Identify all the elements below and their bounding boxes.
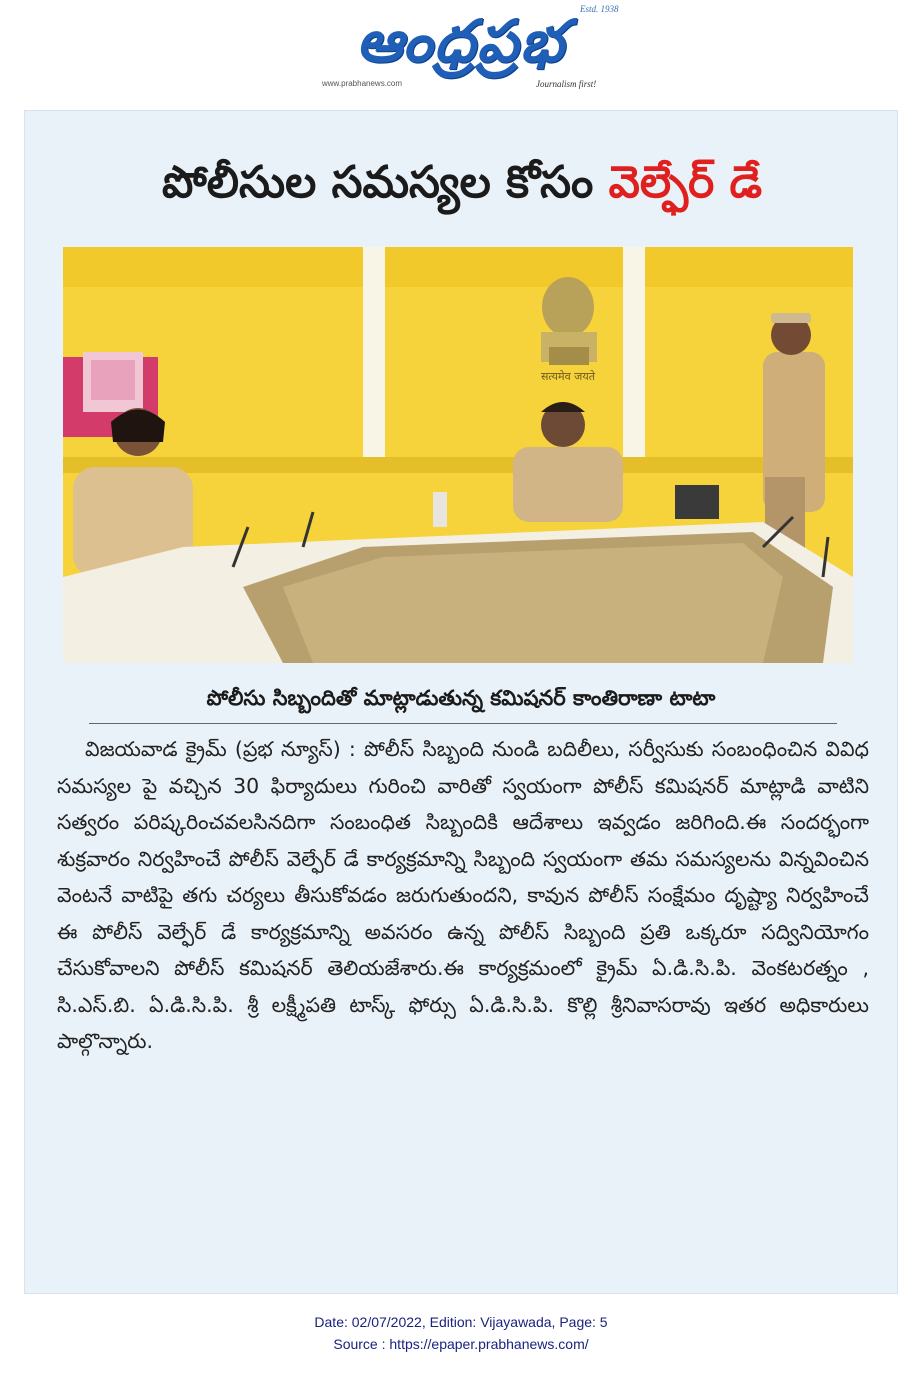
article-paragraph: విజయవాడ క్రైమ్ (ప్రభ న్యూస్) : పోలీస్ సిబ్బంది నుండి బదిలీలు, సర్వీసుకు సంబంధించిన వివిధ సమస్యల పై వచ్చిన 30 ఫిర్యాదులు గురించి వారితో స్వయంగా పోలీస్ కమిషనర్ మాట్లాడి వాటిని సత్వరం పరిష్కరించవలసినదిగా సంబంధిత సిబ్బందికి ఆదేశాలు ఇవ్వడం జరిగింది.ఈ సందర్భంగా శుక్రవారం నిర్వహించే పోలీస్ వెల్ఫేర్ డే కార్యక్రమాన్ని సిబ్బంది స్వయంగా తమ సమస్యలను విన్నవించిన వెంటనే వాటిపై తగు చర్యలు తీసుకోవడం జరుగుతుందని, కావున పోలీస్ సంక్షేమం దృష్ట్యా నిర్వహించే ఈ పోలీస్ వెల్ఫేర్ డే కార్యక్రమాన్ని అవసరం ఉన్న పోలీస్ సిబ్బంది ప్రతి ఒక్కరూ సద్వినియోగం చేసుకోవాలని పోలీస్ కమిషనర్ తెలియజేశారు.ఈ కార్యక్రమంలో క్రైమ్ ఏ.డి.సి.పి. వెంకటరత్నం , సి.ఎస్.బి. ఏ.డి.సి.పి. శ్రీ లక్ష్మీపతి టాస్క్ ఫోర్సు ఏ.డి.సి.పి. కొల్లి శ్రీనివాసరావు ఇతర అధికారులు పాల్గొన్నారు. xyxy=(57,737,869,1053)
source-footer xyxy=(0,1311,922,1355)
photo-caption: పోలీసు సిబ్బందితో మాట్లాడుతున్న కమిషనర్ కాంతిరాణా టాటా xyxy=(206,686,716,710)
meeting-photo-illustration xyxy=(63,247,853,663)
caption-divider xyxy=(89,723,837,724)
svg-text:सत्यमेव जयते: सत्यमेव जयते xyxy=(540,370,596,383)
masthead xyxy=(0,0,922,100)
headline-highlight: వెల్ఫేర్ డే xyxy=(608,157,763,208)
headline xyxy=(25,151,899,215)
newspaper-logo: ఆంధ్రప్రభ xyxy=(356,7,566,75)
website-label: www.prabhanews.com xyxy=(322,79,403,88)
article-photo xyxy=(63,247,853,663)
article-clip xyxy=(24,110,898,1294)
established-label: Estd. 1938 xyxy=(580,4,619,14)
source-link[interactable]: Source : https://epaper.prabhanews.com/ xyxy=(333,1336,589,1352)
article-body xyxy=(57,731,869,1060)
headline-main: పోలీసుల సమస్యల కోసం xyxy=(161,157,594,208)
tagline: Journalism first! xyxy=(536,79,597,89)
edition-info: Date: 02/07/2022, Edition: Vijayawada, Page: 5 xyxy=(314,1314,608,1330)
